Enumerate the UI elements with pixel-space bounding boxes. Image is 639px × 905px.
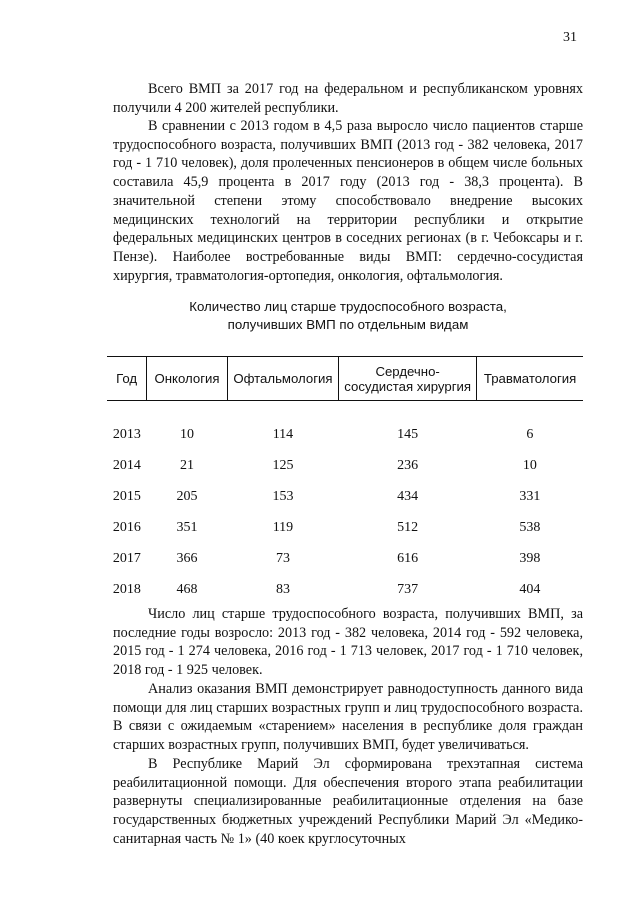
- paragraph-vmp-analysis: Анализ оказания ВМП демонстрирует равнодоступность данного вида помощи для лиц старших возрастных групп и лиц трудоспособного возраста. В связи с ожидаемым «старением» населения в республике доля граждан старших возрастных групп, получивших ВМП, будет увеличиваться.: [113, 681, 583, 754]
- cell-ophthalmology: 125: [272, 457, 294, 473]
- cell-oncology: 21: [180, 457, 195, 473]
- cell-cardio: 145: [397, 426, 419, 442]
- cell-trauma: 6: [526, 426, 534, 442]
- paragraph-rehabilitation: В Республике Марий Эл сформирована трехэтапная система реабилитационной помощи. Для обеспечения второго этапа реабилитации развернуты специализированные реабилитационные отделения на базе государственных бюджетных учреждений Республики Марий Эл «Медико-санитарная часть № 1» (40 коек круглосуточных: [113, 756, 583, 847]
- table-row: [107, 574, 583, 605]
- cell-oncology: 205: [176, 488, 198, 504]
- cell-ophthalmology: 119: [272, 519, 294, 535]
- cell-year: 2016: [112, 519, 141, 535]
- paragraph-vmp-growth: Число лиц старше трудоспособного возраста, получивших ВМП, за последние годы возросло: 2013 год - 382 человека, 2014 год - 592 человека, 2015 год - 1 274 человека, 2016 год - 1 713 человек, 2017 год - 1 710 человек, 2018 год - 1 925 человек.: [113, 606, 583, 679]
- table-caption: [113, 298, 583, 333]
- header-oncology: Онкология: [147, 357, 228, 401]
- cell-cardio: 236: [397, 457, 419, 473]
- cell-year: 2017: [112, 550, 141, 566]
- cell-cardio: 434: [397, 488, 419, 504]
- table-row: [107, 481, 583, 512]
- header-ophthalmology: Офтальмология: [227, 357, 338, 401]
- cell-ophthalmology: 73: [275, 550, 290, 566]
- table-row: [107, 543, 583, 574]
- cell-trauma: 10: [522, 457, 537, 473]
- cell-year: 2013: [112, 426, 141, 442]
- cell-trauma: 331: [519, 488, 541, 504]
- cell-oncology: 366: [176, 550, 198, 566]
- vmp-by-type-table: [107, 356, 583, 605]
- cell-ophthalmology: 153: [272, 488, 294, 504]
- table-row: [107, 512, 583, 543]
- table-row: [107, 401, 583, 451]
- cell-trauma: 538: [519, 519, 541, 535]
- cell-oncology: 351: [176, 519, 198, 535]
- cell-cardio: 512: [397, 519, 419, 535]
- cell-cardio: 737: [397, 581, 419, 597]
- cell-cardio: 616: [397, 550, 419, 566]
- header-year: Год: [107, 357, 147, 401]
- cell-oncology: 10: [180, 426, 195, 442]
- table-header-row: [107, 357, 583, 401]
- table-caption-line-2: получивших ВМП по отдельным видам: [227, 316, 469, 332]
- cell-oncology: 468: [176, 581, 198, 597]
- cell-trauma: 404: [519, 581, 541, 597]
- cell-year: 2018: [112, 581, 141, 597]
- table-row: [107, 450, 583, 481]
- cell-year: 2015: [112, 488, 141, 504]
- paragraph-vmp-comparison: В сравнении с 2013 годом в 4,5 раза выросло число пациентов старше трудоспособного возраста, получивших ВМП (2013 год - 382 человека, 2017 год - 1 710 человек), доля пролеченных пенсионеров в общем числе больных составила 45,9 процента в 2017 году (2013 год - 38,3 процента). В значительной степени этому способствовало внедрение высоких медицинских технологий на территории республики и открытие федеральных медицинских центров в соседних регионах (в г. Чебоксары и г. Пензе). Наиболее востребованные виды ВМП: сердечно-сосудистая хирургия, травматология-ортопедия, онкология, офтальмология.: [113, 118, 583, 284]
- header-cardio-surgery: Сердечно-сосудистая хирургия: [339, 357, 477, 401]
- cell-ophthalmology: 114: [272, 426, 294, 442]
- page-number: 31: [563, 30, 577, 45]
- table-caption-line-1: Количество лиц старше трудоспособного возраста,: [189, 299, 507, 314]
- header-traumatology: Травматология: [477, 357, 583, 401]
- cell-ophthalmology: 83: [275, 581, 290, 597]
- cell-trauma: 398: [519, 550, 541, 566]
- cell-year: 2014: [112, 457, 141, 473]
- paragraph-vmp-total: Всего ВМП за 2017 год на федеральном и республиканском уровнях получили 4 200 жителей республики.: [113, 81, 583, 116]
